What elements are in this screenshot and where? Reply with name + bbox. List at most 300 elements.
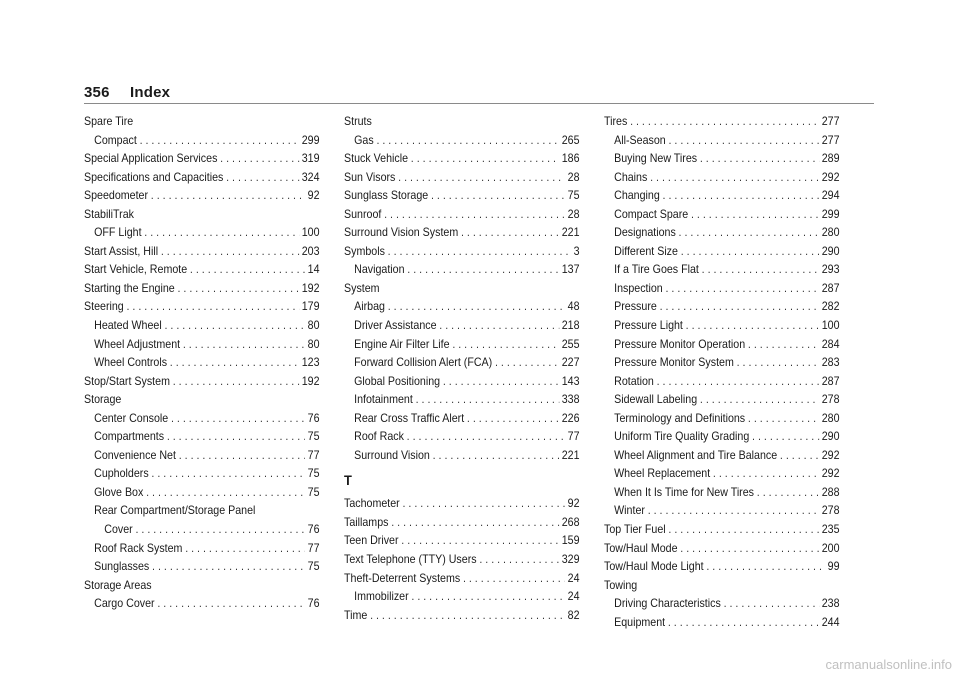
page-ref[interactable]: 159: [561, 534, 580, 548]
leader-dots: [171, 410, 305, 429]
page-ref[interactable]: 319: [301, 152, 320, 166]
page-ref[interactable]: 299: [301, 133, 320, 147]
leader-dots: [402, 495, 564, 514]
index-entry[interactable]: [604, 577, 840, 596]
index-term: Special Application Services: [84, 152, 218, 166]
index-subentry[interactable]: [344, 391, 580, 410]
leader-dots: [439, 317, 559, 336]
page-ref[interactable]: 77: [307, 541, 320, 555]
page-ref[interactable]: 76: [307, 523, 320, 537]
leader-dots: [407, 428, 565, 447]
index-term: Equipment: [614, 615, 666, 629]
index-term: Heated Wheel: [94, 319, 162, 333]
leader-dots: [151, 465, 304, 484]
leader-dots: [161, 243, 299, 262]
page-ref[interactable]: 278: [821, 504, 840, 518]
index-term: Tow/Haul Mode Light: [604, 560, 704, 574]
index-term: Wheel Replacement: [614, 467, 711, 481]
index-subentry[interactable]: [604, 224, 840, 243]
page-ref[interactable]: 299: [821, 207, 840, 221]
index-subentry[interactable]: [604, 465, 840, 484]
index-entry[interactable]: [604, 558, 840, 577]
page-ref[interactable]: 75: [307, 430, 320, 444]
page-ref[interactable]: 200: [821, 541, 840, 555]
page-ref[interactable]: 289: [821, 152, 840, 166]
page-ref[interactable]: 294: [821, 189, 840, 203]
page-ref[interactable]: 100: [821, 319, 840, 333]
index-term: Tires: [604, 115, 628, 128]
leader-dots: [146, 484, 305, 503]
index-subentry[interactable]: [84, 595, 320, 614]
index-subentry[interactable]: [84, 521, 320, 540]
leader-dots: [686, 317, 819, 336]
page-ref[interactable]: 123: [301, 356, 320, 370]
index-subentry[interactable]: [344, 298, 580, 317]
index-entry[interactable]: [344, 113, 580, 132]
index-subentry[interactable]: [604, 595, 840, 614]
index-term: Taillamps: [344, 515, 389, 529]
leader-dots: [679, 224, 819, 243]
index-subentry[interactable]: [84, 354, 320, 373]
index-subentry[interactable]: [604, 169, 840, 188]
index-term: Cover: [104, 523, 133, 537]
page-ref[interactable]: 80: [307, 337, 320, 351]
index-entry[interactable]: [344, 495, 580, 514]
index-term: Rotation: [614, 374, 654, 388]
index-term: Winter: [614, 504, 645, 518]
leader-dots: [152, 558, 305, 577]
leader-dots: [183, 336, 305, 355]
page-ref[interactable]: 290: [821, 244, 840, 258]
index-column-2: [344, 113, 580, 625]
leader-dots: [164, 317, 304, 336]
index-term: All-Season: [614, 133, 666, 147]
index-entry[interactable]: [84, 261, 320, 280]
index-term: Sidewall Labeling: [614, 393, 698, 407]
index-term: Airbag: [354, 300, 385, 314]
leader-dots: [388, 243, 571, 262]
index-term: Stop/Start System: [84, 374, 170, 388]
page-ref[interactable]: 75: [307, 485, 320, 499]
page-ref[interactable]: 292: [821, 170, 840, 184]
index-subentry[interactable]: [604, 132, 840, 151]
index-entry[interactable]: [84, 206, 320, 225]
leader-dots: [668, 132, 818, 151]
page-ref[interactable]: 288: [821, 485, 840, 499]
index-subentry[interactable]: [84, 317, 320, 336]
page-ref[interactable]: 238: [821, 597, 840, 611]
index-term: Surround Vision: [354, 448, 430, 462]
index-subentry[interactable]: [344, 261, 580, 280]
leader-dots: [713, 465, 819, 484]
index-term: Struts: [344, 115, 372, 128]
leader-dots: [411, 150, 559, 169]
page-ref[interactable]: 221: [561, 226, 580, 240]
index-term: Wheel Controls: [94, 356, 168, 370]
page-ref[interactable]: 14: [307, 263, 320, 277]
index-entry[interactable]: [604, 540, 840, 559]
leader-dots: [668, 614, 819, 633]
page-ref[interactable]: 235: [821, 523, 840, 537]
index-term: Starting the Engine: [84, 281, 175, 295]
index-term: Pressure Monitor Operation: [614, 337, 746, 351]
index-term: Compact Spare: [614, 207, 689, 221]
page-ref[interactable]: 28: [567, 170, 580, 184]
index-subentry[interactable]: [604, 336, 840, 355]
page-ref[interactable]: 100: [301, 226, 320, 240]
index-term: Pressure Monitor System: [614, 356, 734, 370]
index-entry[interactable]: [604, 113, 840, 132]
leader-dots: [737, 354, 819, 373]
index-term: Navigation: [354, 263, 405, 277]
index-term: Global Positioning: [354, 374, 441, 388]
index-term: Rear Cross Traffic Alert: [354, 411, 465, 425]
index-entry[interactable]: [344, 607, 580, 626]
index-term: Storage Areas: [84, 578, 152, 592]
index-subentry[interactable]: [604, 317, 840, 336]
page-ref[interactable]: 3: [573, 244, 580, 258]
leader-dots: [700, 150, 819, 169]
index-entry[interactable]: [344, 280, 580, 299]
page-ref[interactable]: 287: [821, 281, 840, 295]
leader-dots: [666, 280, 819, 299]
index-term: Pressure: [614, 300, 657, 314]
leader-dots: [220, 150, 299, 169]
page-ref[interactable]: 277: [821, 133, 840, 147]
section-letter: T: [344, 472, 352, 489]
leader-dots: [384, 206, 565, 225]
page-ref[interactable]: 290: [821, 430, 840, 444]
index-subentry[interactable]: [604, 261, 840, 280]
page-ref[interactable]: 80: [307, 319, 320, 333]
leader-dots: [706, 558, 825, 577]
leader-dots: [724, 595, 819, 614]
page-ref[interactable]: 75: [567, 189, 580, 203]
leader-dots: [157, 595, 305, 614]
leader-dots: [752, 428, 819, 447]
index-term: Surround Vision System: [344, 226, 459, 240]
leader-dots: [416, 391, 559, 410]
index-term: Stuck Vehicle: [344, 152, 409, 166]
page-ref[interactable]: 338: [561, 393, 580, 407]
leader-dots: [179, 447, 305, 466]
leader-dots: [388, 298, 565, 317]
leader-dots: [452, 336, 559, 355]
index-term: Sun Visors: [344, 170, 396, 184]
page-ref[interactable]: 192: [301, 374, 320, 388]
index-term: Different Size: [614, 244, 678, 258]
page-ref[interactable]: 278: [821, 393, 840, 407]
leader-dots: [680, 540, 819, 559]
page-ref[interactable]: 283: [821, 356, 840, 370]
header-rule: [84, 103, 874, 104]
index-entry[interactable]: [344, 224, 580, 243]
page-ref[interactable]: 82: [567, 608, 580, 622]
page-ref[interactable]: 282: [821, 300, 840, 314]
index-term: Specifications and Capacities: [84, 170, 224, 184]
page-ref[interactable]: 77: [307, 448, 320, 462]
index-term: Center Console: [94, 411, 169, 425]
leader-dots: [170, 354, 299, 373]
leader-dots: [463, 570, 565, 589]
index-term: Tow/Haul Mode: [604, 541, 678, 555]
index-entry[interactable]: [84, 298, 320, 317]
index-column-3: [604, 113, 840, 632]
index-term: Start Vehicle, Remote: [84, 263, 188, 277]
index-term: Sunglasses: [94, 560, 150, 574]
index-subentry[interactable]: [84, 465, 320, 484]
index-subentry[interactable]: [344, 428, 580, 447]
index-subentry[interactable]: [604, 280, 840, 299]
index-entry[interactable]: [84, 187, 320, 206]
leader-dots: [431, 187, 565, 206]
page-title: Index: [130, 84, 171, 101]
index-subentry[interactable]: [84, 224, 320, 243]
index-term: Forward Collision Alert (FCA): [354, 356, 493, 370]
index-entry[interactable]: [344, 570, 580, 589]
index-entry[interactable]: [344, 187, 580, 206]
index-term: Symbols: [344, 244, 385, 258]
index-entry[interactable]: [84, 391, 320, 410]
leader-dots: [495, 354, 559, 373]
index-column-1: [84, 113, 320, 614]
leader-dots: [700, 391, 819, 410]
index-subentry[interactable]: [84, 132, 320, 151]
page-ref[interactable]: 280: [821, 226, 840, 240]
leader-dots: [648, 502, 819, 521]
page-number: 356: [84, 84, 110, 101]
page-ref[interactable]: 137: [561, 263, 580, 277]
index-term: Glove Box: [94, 485, 144, 499]
page-ref[interactable]: 268: [561, 515, 580, 529]
index-entry[interactable]: [344, 169, 580, 188]
leader-dots: [173, 373, 299, 392]
index-term: Roof Rack: [354, 430, 404, 444]
index-subentry[interactable]: [604, 206, 840, 225]
index-subentry[interactable]: [84, 447, 320, 466]
page-ref[interactable]: 75: [307, 560, 320, 574]
leader-dots: [663, 187, 819, 206]
page-ref[interactable]: 77: [567, 430, 580, 444]
index-subentry[interactable]: [604, 391, 840, 410]
index-term: Terminology and Definitions: [614, 411, 746, 425]
index-term: Designations: [614, 226, 676, 240]
index-subentry[interactable]: [84, 502, 320, 521]
index-subentry[interactable]: [604, 373, 840, 392]
index-subentry[interactable]: [604, 428, 840, 447]
index-entry[interactable]: [344, 532, 580, 551]
index-entry[interactable]: [344, 551, 580, 570]
page-ref[interactable]: 292: [821, 448, 840, 462]
page-ref[interactable]: 76: [307, 411, 320, 425]
page-ref[interactable]: 284: [821, 337, 840, 351]
index-term: Infotainment: [354, 393, 413, 407]
page-ref[interactable]: 265: [561, 133, 580, 147]
leader-dots: [780, 447, 819, 466]
index-entry[interactable]: [84, 280, 320, 299]
leader-dots: [151, 187, 305, 206]
leader-dots: [185, 540, 305, 559]
index-entry[interactable]: [604, 521, 840, 540]
index-term: When It Is Time for New Tires: [614, 485, 755, 499]
leader-dots: [691, 206, 819, 225]
index-subentry[interactable]: [604, 298, 840, 317]
index-entry[interactable]: [84, 577, 320, 596]
leader-dots: [391, 514, 559, 533]
page-ref[interactable]: 192: [301, 281, 320, 295]
index-subentry[interactable]: [344, 317, 580, 336]
index-subentry[interactable]: [604, 614, 840, 633]
index-subentry[interactable]: [84, 540, 320, 559]
page-ref[interactable]: 143: [561, 374, 580, 388]
leader-dots: [167, 428, 305, 447]
page-ref[interactable]: 226: [561, 411, 580, 425]
index-term: Driver Assistance: [354, 319, 437, 333]
page-header: [84, 84, 170, 101]
index-term: StabiliTrak: [84, 207, 134, 221]
index-term: Immobilizer: [354, 590, 409, 604]
index-subentry[interactable]: [344, 588, 580, 607]
index-term: Wheel Adjustment: [94, 337, 181, 351]
page-ref[interactable]: 75: [307, 467, 320, 481]
index-term: Storage: [84, 393, 122, 407]
index-subentry[interactable]: [604, 447, 840, 466]
page-ref[interactable]: 244: [821, 615, 840, 629]
page-ref[interactable]: 277: [821, 115, 840, 128]
index-entry[interactable]: [344, 514, 580, 533]
leader-dots: [401, 532, 559, 551]
leader-dots: [479, 551, 559, 570]
page-ref[interactable]: 28: [567, 207, 580, 221]
page-ref[interactable]: 76: [307, 597, 320, 611]
page-ref[interactable]: 227: [561, 356, 580, 370]
page-ref[interactable]: 99: [827, 560, 840, 574]
index-term: Changing: [614, 189, 660, 203]
leader-dots: [407, 261, 559, 280]
leader-dots: [757, 484, 819, 503]
page-ref[interactable]: 221: [561, 448, 580, 462]
index-term: Sunroof: [344, 207, 382, 221]
page-ref[interactable]: 329: [561, 553, 580, 567]
index-entry[interactable]: [84, 373, 320, 392]
index-subentry[interactable]: [344, 354, 580, 373]
page-ref[interactable]: 255: [561, 337, 580, 351]
page-ref[interactable]: 280: [821, 411, 840, 425]
page-ref[interactable]: 92: [307, 189, 320, 203]
page-ref[interactable]: 324: [301, 170, 320, 184]
leader-dots: [398, 169, 565, 188]
leader-dots: [467, 410, 559, 429]
page-ref[interactable]: 293: [821, 263, 840, 277]
leader-dots: [144, 224, 299, 243]
leader-dots: [411, 588, 564, 607]
index-term: Spare Tire: [84, 115, 134, 128]
index-term: Gas: [354, 133, 374, 147]
index-term: Text Telephone (TTY) Users: [344, 553, 477, 567]
page-ref[interactable]: 287: [821, 374, 840, 388]
leader-dots: [702, 261, 819, 280]
leader-dots: [135, 521, 304, 540]
index-entry[interactable]: [344, 243, 580, 262]
leader-dots: [226, 169, 299, 188]
index-term: OFF Light: [94, 226, 142, 240]
index-term: Pressure Light: [614, 319, 683, 333]
page-ref[interactable]: 292: [821, 467, 840, 481]
leader-dots: [748, 410, 819, 429]
page-ref[interactable]: 218: [561, 319, 580, 333]
index-entry[interactable]: [84, 169, 320, 188]
page-ref[interactable]: 92: [567, 497, 580, 511]
index-term: Chains: [614, 170, 648, 184]
index-term: Cupholders: [94, 467, 149, 481]
index-subentry[interactable]: [84, 484, 320, 503]
page-ref[interactable]: 203: [301, 244, 320, 258]
page-ref[interactable]: 24: [567, 571, 580, 585]
index-entry[interactable]: [344, 150, 580, 169]
index-subentry[interactable]: [84, 336, 320, 355]
index-entry[interactable]: [84, 150, 320, 169]
index-subentry[interactable]: [604, 187, 840, 206]
leader-dots: [190, 261, 305, 280]
index-subentry[interactable]: [344, 447, 580, 466]
index-term: Roof Rack System: [94, 541, 183, 555]
index-term: Buying New Tires: [614, 152, 698, 166]
leader-dots: [433, 447, 559, 466]
index-term: Teen Driver: [344, 534, 399, 548]
page-ref[interactable]: 48: [567, 300, 580, 314]
index-term: Towing: [604, 578, 638, 592]
index-term: Sunglass Storage: [344, 189, 429, 203]
index-subentry[interactable]: [344, 373, 580, 392]
leader-dots: [126, 298, 298, 317]
index-term: Engine Air Filter Life: [354, 337, 450, 351]
watermark: carmanualsonline.info: [825, 657, 952, 672]
leader-dots: [177, 280, 298, 299]
index-subentry[interactable]: [84, 558, 320, 577]
leader-dots: [668, 521, 819, 540]
page-ref[interactable]: 186: [561, 152, 580, 166]
index-entry[interactable]: [84, 113, 320, 132]
page-ref[interactable]: 24: [567, 590, 580, 604]
index-term: Convenience Net: [94, 448, 176, 462]
index-subentry[interactable]: [604, 243, 840, 262]
index-subentry[interactable]: [604, 150, 840, 169]
index-subentry[interactable]: [604, 354, 840, 373]
index-subentry[interactable]: [344, 410, 580, 429]
index-term: Time: [344, 608, 368, 622]
index-subentry[interactable]: [344, 336, 580, 355]
index-entry[interactable]: [344, 206, 580, 225]
page-ref[interactable]: 179: [301, 300, 320, 314]
index-term: Driving Characteristics: [614, 597, 721, 611]
index-term: Steering: [84, 300, 124, 314]
leader-dots: [630, 113, 819, 132]
index-subentry[interactable]: [84, 428, 320, 447]
index-term: Uniform Tire Quality Grading: [614, 430, 750, 444]
index-term: Start Assist, Hill: [84, 244, 159, 258]
index-entry[interactable]: [84, 243, 320, 262]
leader-dots: [748, 336, 819, 355]
index-subentry[interactable]: [604, 410, 840, 429]
index-term: Compartments: [94, 430, 165, 444]
index-subentry[interactable]: [84, 410, 320, 429]
leader-dots: [461, 224, 559, 243]
index-subentry[interactable]: [344, 132, 580, 151]
index-term: Speedometer: [84, 189, 149, 203]
index-term: Wheel Alignment and Tire Balance: [614, 448, 778, 462]
index-subentry[interactable]: [604, 502, 840, 521]
index-subentry[interactable]: [604, 484, 840, 503]
